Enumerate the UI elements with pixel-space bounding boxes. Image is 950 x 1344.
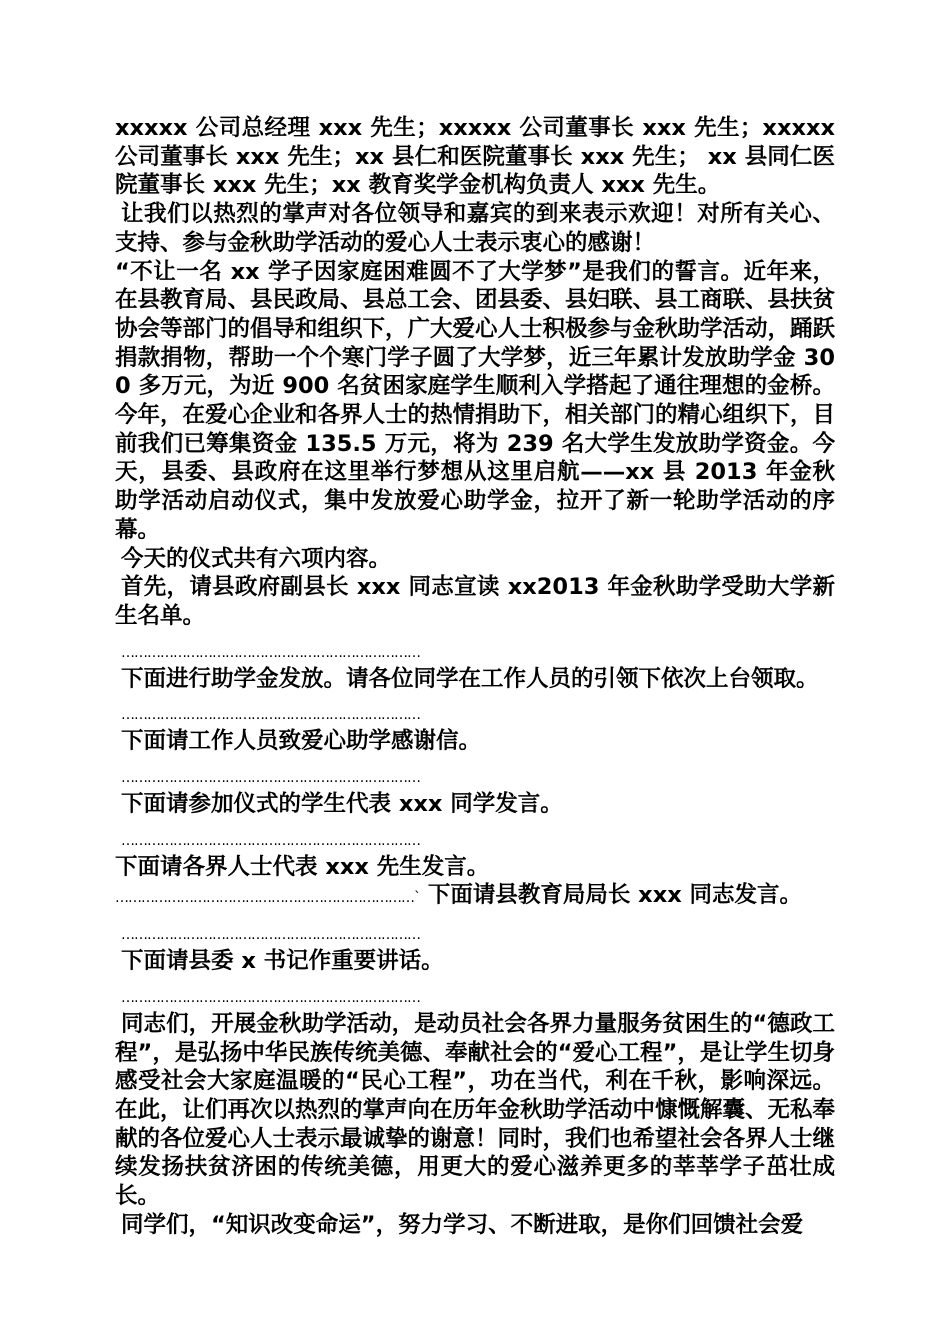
spacer: [115, 819, 835, 829]
spacer: [115, 631, 835, 641]
paragraph-comrades: 同志们，开展金秋助学活动，是动员社会各界力量服务贫困生的“德政工程”，是弘扬中华民族传统美德、奉献社会的“爱心工程”，是让学生切身感受社会大家庭温暖的“民心工程”，功在当代，利在千秋，影响深远。在此，让们再次以热烈的掌声向在历年金秋助学活动中慷慨解囊、无私奉献的各位爱心人士表示最诚挚的谢意！同时，我们也希望社会各界人士继续发扬扶贫济困的传统美德，用更大的爱心滋养更多的莘莘学子茁壮成长。: [115, 1010, 836, 1210]
paragraph-welcome: 让我们以热烈的掌声对各位领导和嘉宾的到来表示欢迎！对所有关心、支持、参与金秋助学活动的爱心人士表示衷心的感谢！: [115, 201, 835, 256]
document-body: [115, 114, 835, 1240]
paragraph-agenda-intro: 今天的仪式共有六项内容。: [121, 545, 392, 572]
paragraph-agenda-first: 首先，请县政府副县长 xxx 同志宣读 xx2013 年金秋助学受助大学新生名单。: [115, 574, 835, 629]
dotted-separator: ……………………………………………………………: [121, 770, 420, 787]
paragraph-agenda-education-speech: [115, 881, 835, 913]
dotted-separator: ……………………………………………………………: [121, 927, 420, 944]
dotted-separator: ……………………………………………………………: [121, 644, 420, 661]
dotted-separator-inline: ……………………………………………………………`: [115, 890, 420, 907]
dotted-separator: ……………………………………………………………: [121, 707, 420, 724]
spacer: [115, 756, 835, 766]
paragraph-background: “不让一名 xx 学子因家庭困难圆不了大学梦”是我们的誓言。近年来，在县教育局、县民政局、县总工会、团县委、县妇联、县工商联、县扶贫协会等部门的倡导和组织下，广大爱心人士积极参与金秋助学活动，踊跃捐款捐物，帮助一个个寒门学子圆了大学梦，近三年累计发放助学金 300 多万元，为近 900 名贫困家庭学生顺利入学搭起了通往理想的金桥。今年，在爱心企业和各界人士的热情捐助下，相关部门的精心组织下，目前我们已筹集资金 135.5 万元，将为 239 名大学生发放助学资金。今天，县委、县政府在这里举行梦想从这里启航——xx 县 2013 年金秋助学活动启动仪式，集中发放爱心助学金，拉开了新一轮助学活动的序幕。: [115, 258, 836, 543]
paragraph-agenda-secretary-speech: 下面请县委 x 书记作重要讲话。: [121, 948, 444, 975]
dotted-separator: ……………………………………………………………: [121, 832, 420, 849]
spacer: [115, 976, 835, 986]
paragraph-guest-list: xxxxx 公司总经理 xxx 先生；xxxxx 公司董事长 xxx 先生；xxxxx 公司董事长 xxx 先生；xx 县仁和医院董事长 xxx 先生； xx 县同仁医院董事长 xxx 先生；xx 教育奖学金机构负责人 xxx 先生。: [115, 115, 835, 199]
paragraph-agenda-distribution: 下面进行助学金发放。请各位同学在工作人员的引领下依次上台领取。: [121, 665, 819, 692]
spacer: [115, 693, 835, 703]
paragraph-agenda-thanks-letter: 下面请工作人员致爱心助学感谢信。: [121, 728, 482, 755]
paragraph-students: 同学们，“知识改变命运”，努力学习、不断进取，是你们回馈社会爱: [121, 1211, 804, 1238]
paragraph-text: 下面请县教育局局长 xxx 同志发言。: [427, 882, 803, 909]
paragraph-agenda-representative-speech: 下面请各界人士代表 xxx 先生发言。: [115, 853, 490, 880]
spacer: [115, 913, 835, 923]
dotted-separator: ……………………………………………………………: [121, 989, 420, 1006]
paragraph-agenda-student-speech: 下面请参加仪式的学生代表 xxx 同学发言。: [121, 791, 563, 818]
